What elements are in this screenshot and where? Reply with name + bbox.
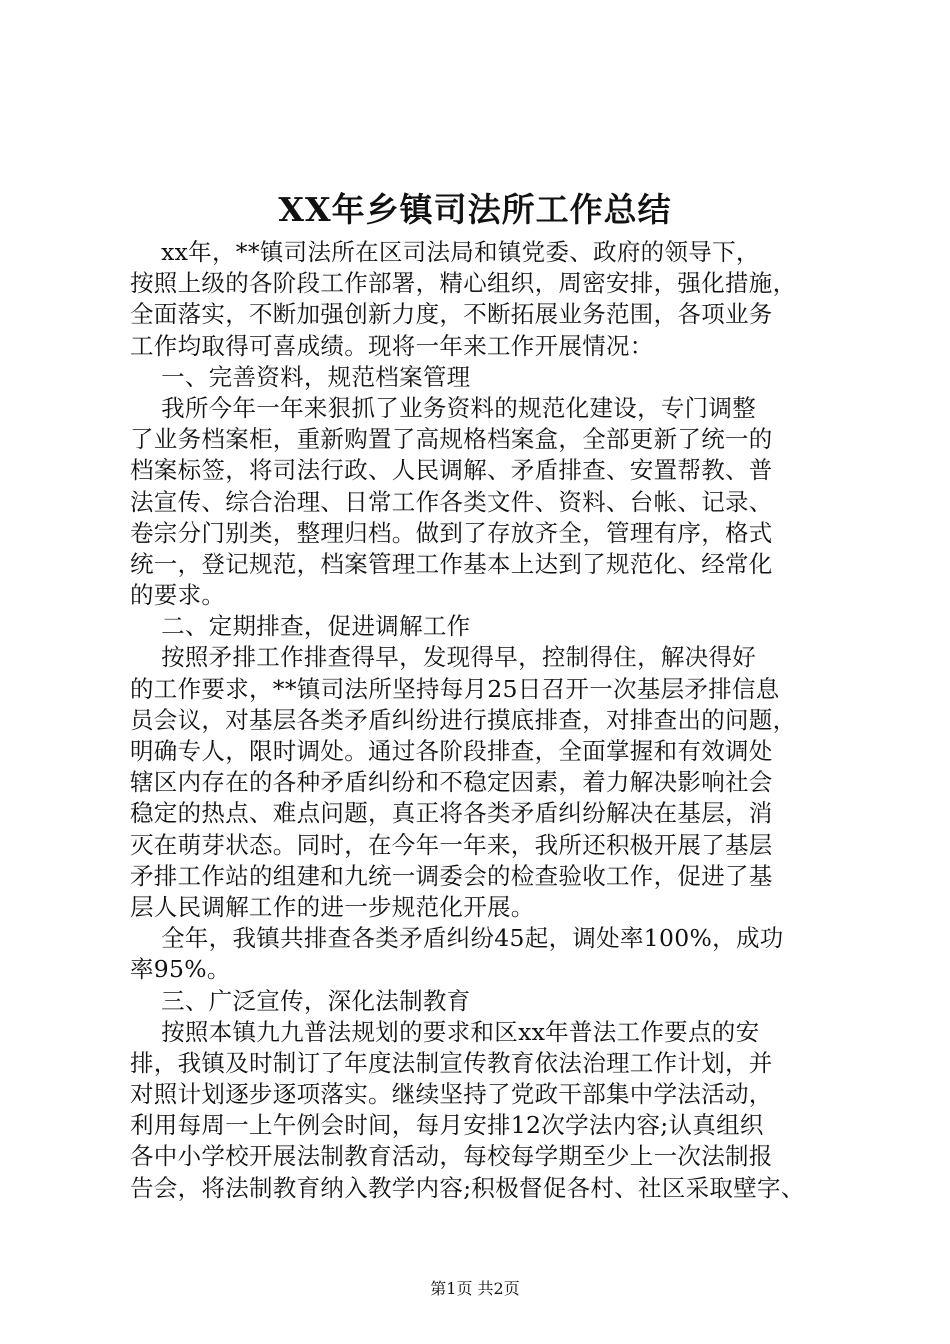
text-line: 全面落实，不断加强创新力度，不断拓展业务范围，各项业务 bbox=[130, 300, 773, 329]
text-line: 排，我镇及时制订了年度法制宣传教育依法治理工作计划，并 bbox=[130, 1048, 773, 1077]
text-line: 灭在萌芽状态。同时，在今年一年来，我所还积极开展了基层 bbox=[130, 830, 773, 859]
text-line: 对照计划逐步逐项落实。继续坚持了党政干部集中学法活动， bbox=[130, 1080, 773, 1109]
text-line: 卷宗分门别类，整理归档。做到了存放齐全，管理有序，格式 bbox=[130, 518, 773, 547]
text-line: 层人民调解工作的进一步规范化开展。 bbox=[130, 892, 535, 921]
document-body bbox=[130, 237, 830, 1204]
text-line: 按照矛排工作排查得早，发现得早，控制得住，解决得好 bbox=[130, 643, 757, 672]
text-line: 按照本镇九九普法规划的要求和区xx年普法工作要点的安 bbox=[130, 1017, 760, 1046]
text-line: 统一，登记规范，档案管理工作基本上达到了规范化、经常化 bbox=[130, 549, 773, 578]
text-line: 三、广泛宣传，深化法制教育 bbox=[130, 986, 471, 1015]
text-line: 法宣传、综合治理、日常工作各类文件、资料、台帐、记录、 bbox=[130, 487, 773, 516]
text-line: 二、定期排查，促进调解工作 bbox=[130, 612, 471, 641]
text-line: 率95%。 bbox=[130, 955, 231, 984]
text-line: 的工作要求，**镇司法所坚持每月25日召开一次基层矛排信息 bbox=[130, 674, 780, 703]
text-line: 稳定的热点、难点问题，真正将各类矛盾纠纷解决在基层，消 bbox=[130, 799, 773, 828]
text-line: 矛排工作站的组建和九统一调委会的检查验收工作，促进了基 bbox=[130, 861, 773, 890]
text-line: 我所今年一年来狠抓了业务资料的规范化建设，专门调整 bbox=[130, 393, 757, 422]
text-line: 各中小学校开展法制教育活动，每校每学期至少上一次法制报 bbox=[130, 1142, 773, 1171]
document-title: XX年乡镇司法所工作总结 bbox=[278, 190, 672, 229]
page-footer: 第1页 共2页 bbox=[430, 1279, 520, 1298]
text-line: 档案标签，将司法行政、人民调解、矛盾排查、安置帮教、普 bbox=[130, 456, 773, 485]
text-line: 一、完善资料，规范档案管理 bbox=[130, 362, 471, 391]
text-line: 按照上级的各阶段工作部署，精心组织，周密安排，强化措施， bbox=[130, 269, 797, 298]
text-line: 工作均取得可喜成绩。现将一年来工作开展情况： bbox=[130, 331, 654, 360]
text-line: 辖区内存在的各种矛盾纠纷和不稳定因素，着力解决影响社会 bbox=[130, 768, 773, 797]
text-line: 的要求。 bbox=[130, 581, 226, 610]
text-line: 员会议，对基层各类矛盾纠纷进行摸底排查，对排查出的问题， bbox=[130, 705, 797, 734]
text-line: 了业务档案柜，重新购置了高规格档案盒，全部更新了统一的 bbox=[130, 425, 773, 454]
text-line: 全年，我镇共排查各类矛盾纠纷45起，调处率100%，成功 bbox=[130, 924, 784, 953]
text-line: 明确专人，限时调处。通过各阶段排查，全面掌握和有效调处 bbox=[130, 737, 773, 765]
text-line: xx年，**镇司法所在区司法局和镇党委、政府的领导下， bbox=[130, 238, 760, 266]
text-line: 利用每周一上午例会时间，每月安排12次学法内容;认真组织 bbox=[130, 1111, 764, 1140]
text-line: 告会，将法制教育纳入教学内容;积极督促各村、社区采取壁字、 bbox=[130, 1173, 805, 1202]
